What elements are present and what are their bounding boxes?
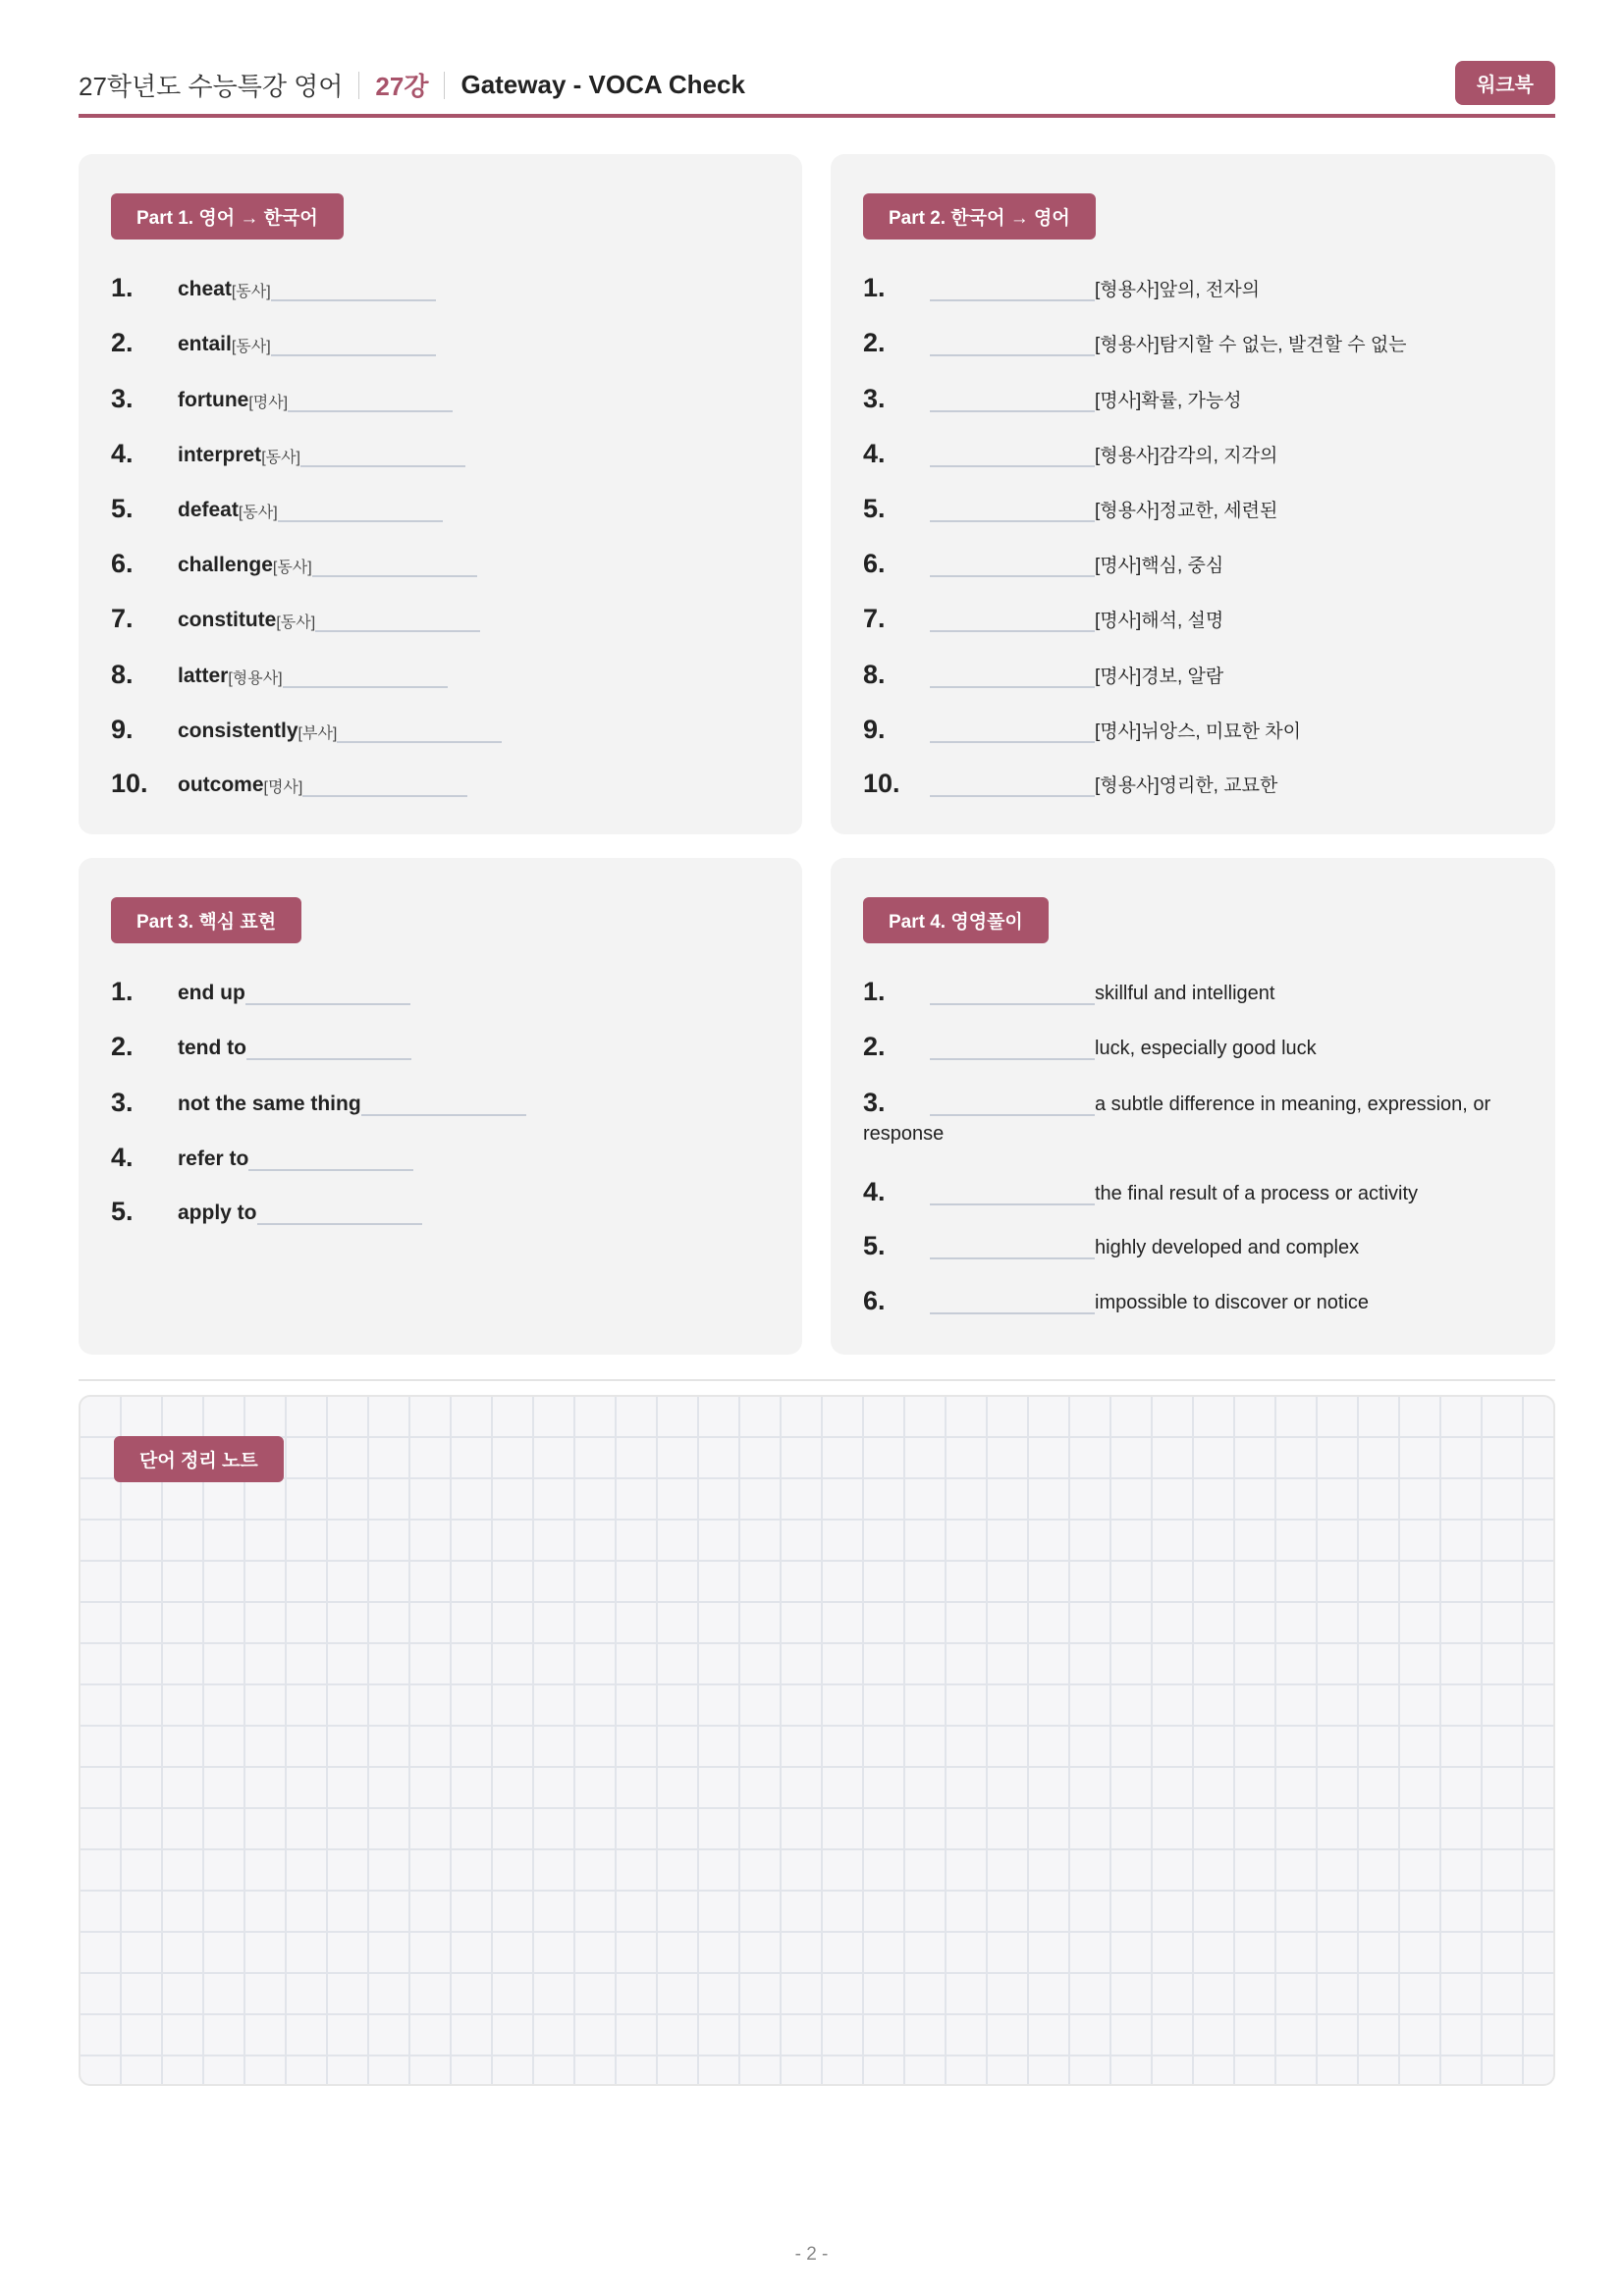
part1-item bbox=[111, 704, 502, 743]
page-number: - 2 - bbox=[794, 2244, 829, 2265]
section-divider bbox=[79, 1379, 1555, 1381]
series-title: 27학년도 수능특강 영어 bbox=[79, 72, 344, 101]
item-meaning: [명사]핵심, 중심 bbox=[1095, 556, 1224, 576]
answer-blank[interactable] bbox=[930, 389, 1095, 412]
item-number: 2. bbox=[111, 328, 134, 357]
answer-blank[interactable] bbox=[278, 501, 443, 522]
answer-blank[interactable] bbox=[271, 280, 436, 301]
part2-item bbox=[863, 538, 1223, 577]
answer-blank[interactable] bbox=[930, 720, 1095, 743]
item-phrase: refer to bbox=[178, 1148, 249, 1170]
item-number: 2. bbox=[863, 1032, 886, 1061]
part3-title: Part 3. 핵심 표현 bbox=[111, 897, 301, 943]
item-word: entail bbox=[178, 333, 232, 355]
answer-blank[interactable] bbox=[930, 444, 1095, 467]
part4-item bbox=[863, 1220, 1359, 1259]
item-pos: [동사] bbox=[261, 450, 300, 466]
item-meaning: [형용사]영리한, 교묘한 bbox=[1095, 775, 1278, 796]
answer-blank[interactable] bbox=[300, 446, 465, 467]
item-phrase: not the same thing bbox=[178, 1093, 361, 1115]
item-number: 3. bbox=[111, 384, 134, 413]
item-number: 9. bbox=[863, 715, 886, 744]
item-number: 9. bbox=[111, 715, 134, 744]
item-word: constitute bbox=[178, 609, 277, 631]
part4-item bbox=[863, 1166, 1418, 1205]
item-number: 4. bbox=[863, 439, 886, 468]
answer-blank[interactable] bbox=[283, 667, 448, 688]
item-definition-continued: response bbox=[863, 1123, 945, 1145]
item-definition: impossible to discover or notice bbox=[1095, 1292, 1370, 1313]
answer-blank[interactable] bbox=[930, 499, 1095, 522]
answer-blank[interactable] bbox=[302, 775, 467, 797]
item-number: 1. bbox=[111, 977, 134, 1006]
answer-blank[interactable] bbox=[288, 391, 453, 412]
part3-item bbox=[111, 1186, 422, 1225]
item-number: 5. bbox=[863, 1231, 886, 1260]
item-pos: [동사] bbox=[272, 560, 312, 576]
part3-item bbox=[111, 1132, 413, 1171]
answer-blank[interactable] bbox=[246, 1039, 411, 1060]
lesson-number: 27강 bbox=[375, 72, 429, 101]
answer-blank[interactable] bbox=[930, 1291, 1095, 1314]
item-number: 6. bbox=[111, 549, 134, 578]
item-number: 6. bbox=[863, 549, 886, 578]
item-pos: [형용사] bbox=[228, 670, 283, 687]
item-number: 6. bbox=[863, 1286, 886, 1315]
answer-blank[interactable] bbox=[271, 335, 436, 356]
answer-blank[interactable] bbox=[312, 556, 477, 577]
item-number: 8. bbox=[111, 660, 134, 689]
item-meaning: [명사]뉘앙스, 미묘한 차이 bbox=[1095, 721, 1301, 742]
item-pos: [부사] bbox=[298, 725, 338, 742]
item-pos: [명사] bbox=[263, 779, 303, 796]
part4-item bbox=[863, 1021, 1317, 1060]
part2-item bbox=[863, 262, 1260, 301]
answer-blank[interactable] bbox=[930, 554, 1095, 577]
item-pos: [동사] bbox=[276, 614, 316, 631]
item-number: 4. bbox=[111, 439, 134, 468]
item-word: interpret bbox=[178, 444, 262, 466]
part1-item bbox=[111, 538, 477, 577]
part1-item bbox=[111, 428, 465, 467]
item-number: 5. bbox=[111, 494, 134, 523]
item-number: 2. bbox=[111, 1032, 134, 1061]
part3-item bbox=[111, 1021, 411, 1060]
item-word: consistently bbox=[178, 720, 298, 742]
item-number: 4. bbox=[111, 1143, 134, 1172]
item-phrase: apply to bbox=[178, 1201, 257, 1224]
item-word: cheat bbox=[178, 278, 232, 300]
workbook-badge: 워크북 bbox=[1455, 61, 1555, 105]
item-meaning: [형용사]탐지할 수 없는, 발견할 수 없는 bbox=[1095, 335, 1407, 355]
item-number: 4. bbox=[863, 1177, 886, 1206]
page-header bbox=[79, 61, 1555, 118]
header-separator bbox=[358, 72, 359, 99]
item-number: 10. bbox=[863, 769, 900, 798]
item-number: 5. bbox=[111, 1197, 134, 1226]
notes-title: 단어 정리 노트 bbox=[114, 1436, 284, 1482]
item-definition: highly developed and complex bbox=[1095, 1237, 1360, 1258]
header-left bbox=[79, 67, 745, 103]
item-definition: a subtle difference in meaning, expression, or bbox=[1095, 1094, 1491, 1115]
header-separator bbox=[444, 72, 445, 99]
answer-blank[interactable] bbox=[930, 1236, 1095, 1259]
part4-item bbox=[863, 1077, 1490, 1116]
page-title: Gateway - VOCA Check bbox=[460, 70, 745, 99]
answer-blank[interactable] bbox=[930, 333, 1095, 356]
answer-blank[interactable] bbox=[930, 982, 1095, 1005]
part3-item bbox=[111, 966, 410, 1005]
part3-item bbox=[111, 1077, 526, 1116]
part3-card bbox=[79, 858, 802, 1355]
item-number: 7. bbox=[111, 604, 134, 633]
item-pos: [명사] bbox=[248, 395, 289, 411]
item-definition: the final result of a process or activity bbox=[1095, 1183, 1419, 1204]
item-phrase: end up bbox=[178, 982, 245, 1004]
answer-blank[interactable] bbox=[930, 665, 1095, 688]
answer-blank[interactable] bbox=[930, 1093, 1095, 1116]
item-meaning: [명사]경보, 알람 bbox=[1095, 667, 1224, 687]
item-definition: skillful and intelligent bbox=[1095, 983, 1275, 1004]
item-word: fortune bbox=[178, 389, 249, 411]
part4-card bbox=[831, 858, 1555, 1355]
item-meaning: [형용사]앞의, 전자의 bbox=[1095, 280, 1260, 300]
part2-item bbox=[863, 649, 1223, 688]
part2-item bbox=[863, 483, 1277, 522]
item-pos: [동사] bbox=[231, 284, 271, 300]
part2-item bbox=[863, 593, 1223, 632]
answer-blank[interactable] bbox=[337, 721, 502, 743]
item-number: 1. bbox=[863, 273, 886, 302]
vocab-notes-grid[interactable] bbox=[79, 1395, 1555, 2086]
part4-title: Part 4. 영영풀이 bbox=[863, 897, 1049, 943]
part1-item bbox=[111, 593, 480, 632]
answer-blank[interactable] bbox=[930, 278, 1095, 301]
answer-blank[interactable] bbox=[930, 774, 1095, 797]
item-word: outcome bbox=[178, 774, 264, 796]
item-word: defeat bbox=[178, 499, 239, 521]
item-number: 1. bbox=[111, 273, 134, 302]
part1-card bbox=[79, 154, 802, 834]
part2-item bbox=[863, 373, 1242, 412]
item-pos: [동사] bbox=[238, 505, 278, 521]
answer-blank[interactable] bbox=[930, 1182, 1095, 1205]
item-meaning: [형용사]감각의, 지각의 bbox=[1095, 446, 1278, 466]
part4-item bbox=[863, 966, 1274, 1005]
item-meaning: [명사]확률, 가능성 bbox=[1095, 391, 1242, 411]
item-number: 2. bbox=[863, 328, 886, 357]
part4-item bbox=[863, 1275, 1369, 1314]
answer-blank[interactable] bbox=[315, 611, 480, 632]
answer-blank[interactable] bbox=[930, 609, 1095, 632]
part2-item bbox=[863, 428, 1277, 467]
part1-item bbox=[111, 483, 443, 522]
answer-blank[interactable] bbox=[930, 1037, 1095, 1060]
answer-blank[interactable] bbox=[245, 984, 410, 1005]
part1-item bbox=[111, 649, 448, 688]
item-number: 8. bbox=[863, 660, 886, 689]
item-number: 3. bbox=[863, 1088, 886, 1117]
answer-blank[interactable] bbox=[361, 1095, 526, 1116]
item-meaning: [형용사]정교한, 세련된 bbox=[1095, 501, 1278, 521]
item-definition: luck, especially good luck bbox=[1095, 1038, 1317, 1059]
part2-card bbox=[831, 154, 1555, 834]
part2-item bbox=[863, 317, 1407, 356]
item-number: 5. bbox=[863, 494, 886, 523]
item-pos: [동사] bbox=[231, 339, 271, 355]
item-phrase: tend to bbox=[178, 1037, 246, 1059]
item-meaning: [명사]해석, 설명 bbox=[1095, 611, 1224, 631]
answer-blank[interactable] bbox=[248, 1149, 413, 1171]
item-number: 7. bbox=[863, 604, 886, 633]
part1-item bbox=[111, 262, 436, 301]
part1-item bbox=[111, 373, 453, 412]
answer-blank[interactable] bbox=[257, 1203, 422, 1225]
part1-item bbox=[111, 758, 467, 797]
item-number: 3. bbox=[863, 384, 886, 413]
item-word: latter bbox=[178, 665, 229, 687]
item-word: challenge bbox=[178, 554, 273, 576]
part1-item bbox=[111, 317, 436, 356]
part2-item bbox=[863, 704, 1301, 743]
part2-item bbox=[863, 758, 1277, 797]
part2-title: Part 2. 한국어 → 영어 bbox=[863, 193, 1096, 240]
item-number: 1. bbox=[863, 977, 886, 1006]
item-number: 10. bbox=[111, 769, 148, 798]
item-number: 3. bbox=[111, 1088, 134, 1117]
part1-title: Part 1. 영어 → 한국어 bbox=[111, 193, 344, 240]
